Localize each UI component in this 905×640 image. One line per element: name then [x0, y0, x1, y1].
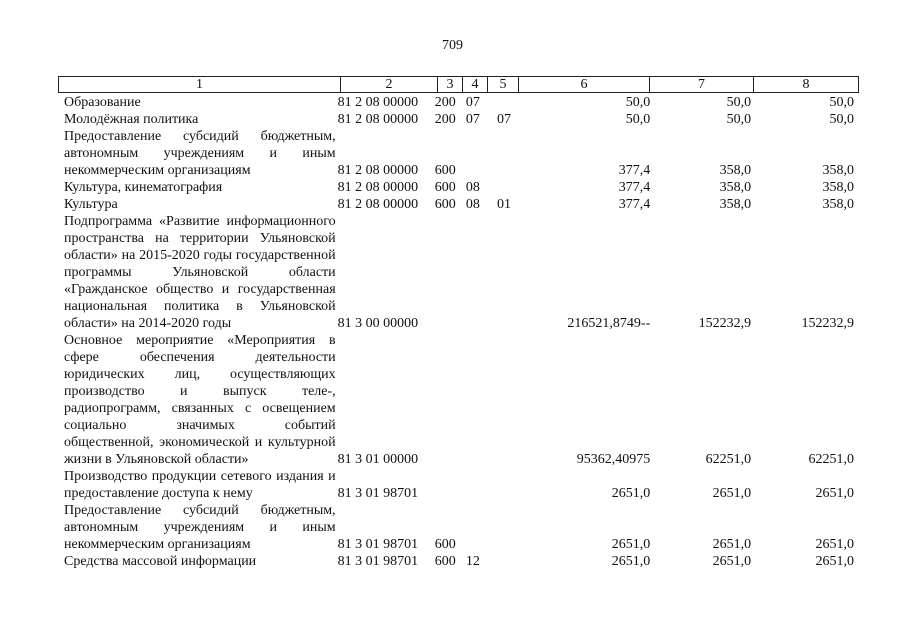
header-col-1: 1: [59, 77, 341, 93]
table-row: [64, 128, 854, 179]
row-value-6: 2651,0: [611, 554, 651, 569]
row-rz: 08: [465, 180, 480, 195]
row-value-6: 2651,0: [611, 486, 651, 501]
budget-table-body: [64, 94, 854, 570]
row-name: Предоставление субсидий бюджетным, автономным учреждениям и иным некоммерческим организациям: [64, 503, 336, 552]
row-code: 81 2 08 00000: [337, 95, 419, 110]
row-value-8: 358,0: [822, 163, 854, 178]
row-pr: 07: [496, 112, 511, 127]
row-name: Образование: [64, 95, 141, 110]
row-value-6: 377,4: [618, 180, 651, 195]
row-code: 81 3 01 98701: [337, 537, 419, 552]
row-rz: 07: [465, 95, 480, 110]
header-col-6: 6: [519, 77, 650, 93]
row-code: 81 3 01 98701: [337, 554, 419, 569]
header-col-5: 5: [488, 77, 519, 93]
row-vr: 600: [434, 197, 456, 212]
row-value-7: 358,0: [719, 180, 752, 195]
row-code: 81 2 08 00000: [337, 180, 419, 195]
row-code: 81 2 08 00000: [337, 112, 419, 127]
row-value-7: 152232,9: [698, 316, 752, 331]
row-value-8: 62251,0: [808, 452, 854, 467]
row-value-8: 358,0: [822, 197, 854, 212]
page-number: 709: [442, 38, 463, 53]
row-code: 81 2 08 00000: [337, 163, 419, 178]
row-value-7: 358,0: [719, 163, 752, 178]
row-name: Производство продукции сетевого издания и предоставление доступа к нему: [64, 469, 336, 501]
row-vr: 600: [434, 537, 456, 552]
row-value-8: 50,0: [829, 112, 854, 127]
header-col-7: 7: [650, 77, 754, 93]
row-name: Основное мероприятие «Мероприятия в сфере обеспечения деятельности юридических лиц, осуществляющих производство и выпуск теле-, радиопрограмм, связанных с освещением социально значимых событий общественной, экономической и культурной жизни в Ульяновской области»: [64, 333, 336, 467]
row-value-7: 2651,0: [712, 554, 752, 569]
table-row: [64, 111, 854, 128]
row-vr: 600: [434, 180, 456, 195]
row-value-6: 50,0: [625, 95, 651, 110]
row-value-6: 2651,0: [611, 537, 651, 552]
row-value-7: 50,0: [726, 95, 752, 110]
row-value-6: 95362,40975: [576, 452, 651, 467]
row-code: 81 3 00 00000: [337, 316, 419, 331]
row-vr: 600: [434, 554, 456, 569]
row-value-7: 50,0: [726, 112, 752, 127]
row-value-8: 50,0: [829, 95, 854, 110]
header-col-4: 4: [463, 77, 488, 93]
header-col-3: 3: [438, 77, 463, 93]
row-vr: 200: [434, 95, 456, 110]
row-value-8: 2651,0: [815, 554, 854, 569]
header-col-2: 2: [341, 77, 438, 93]
table-row: [64, 94, 854, 111]
row-rz: 07: [465, 112, 480, 127]
row-name: Молодёжная политика: [64, 112, 199, 127]
row-value-7: 2651,0: [712, 537, 752, 552]
row-rz: 12: [465, 554, 480, 569]
table-row: [64, 196, 854, 213]
table-row: [64, 332, 854, 468]
table-row: [64, 553, 854, 570]
row-code: 81 3 01 00000: [337, 452, 419, 467]
row-code: 81 2 08 00000: [337, 197, 419, 212]
row-pr: 01: [496, 197, 511, 212]
row-value-7: 62251,0: [705, 452, 752, 467]
row-value-6: 216521,8749--: [567, 316, 651, 331]
header-col-8: 8: [754, 77, 859, 93]
table-row: [64, 502, 854, 553]
column-header-table: [58, 76, 859, 93]
row-name: Средства массовой информации: [64, 554, 257, 569]
row-value-8: 358,0: [822, 180, 854, 195]
table-row: [64, 213, 854, 332]
row-value-8: 2651,0: [815, 486, 854, 501]
row-vr: 200: [434, 112, 456, 127]
row-value-8: 152232,9: [801, 316, 854, 331]
row-name: Культура, кинематография: [64, 180, 223, 195]
row-value-6: 377,4: [618, 163, 651, 178]
row-value-7: 2651,0: [712, 486, 752, 501]
row-code: 81 3 01 98701: [337, 486, 419, 501]
row-vr: 600: [434, 163, 456, 178]
row-value-6: 50,0: [625, 112, 651, 127]
table-row: [64, 468, 854, 502]
table-row: [64, 179, 854, 196]
row-name: Культура: [64, 197, 118, 212]
row-value-8: 2651,0: [815, 537, 854, 552]
row-value-6: 377,4: [618, 197, 651, 212]
row-rz: 08: [465, 197, 480, 212]
row-value-7: 358,0: [719, 197, 752, 212]
row-name: Подпрограмма «Развитие информационного пространства на территории Ульяновской области» на 2015-2020 годы государственной программы Ульяновской области «Гражданское общество и государственная национальная политика в Ульяновской области» на 2014-2020 годы: [64, 214, 336, 331]
row-name: Предоставление субсидий бюджетным, автономным учреждениям и иным некоммерческим организациям: [64, 129, 336, 178]
